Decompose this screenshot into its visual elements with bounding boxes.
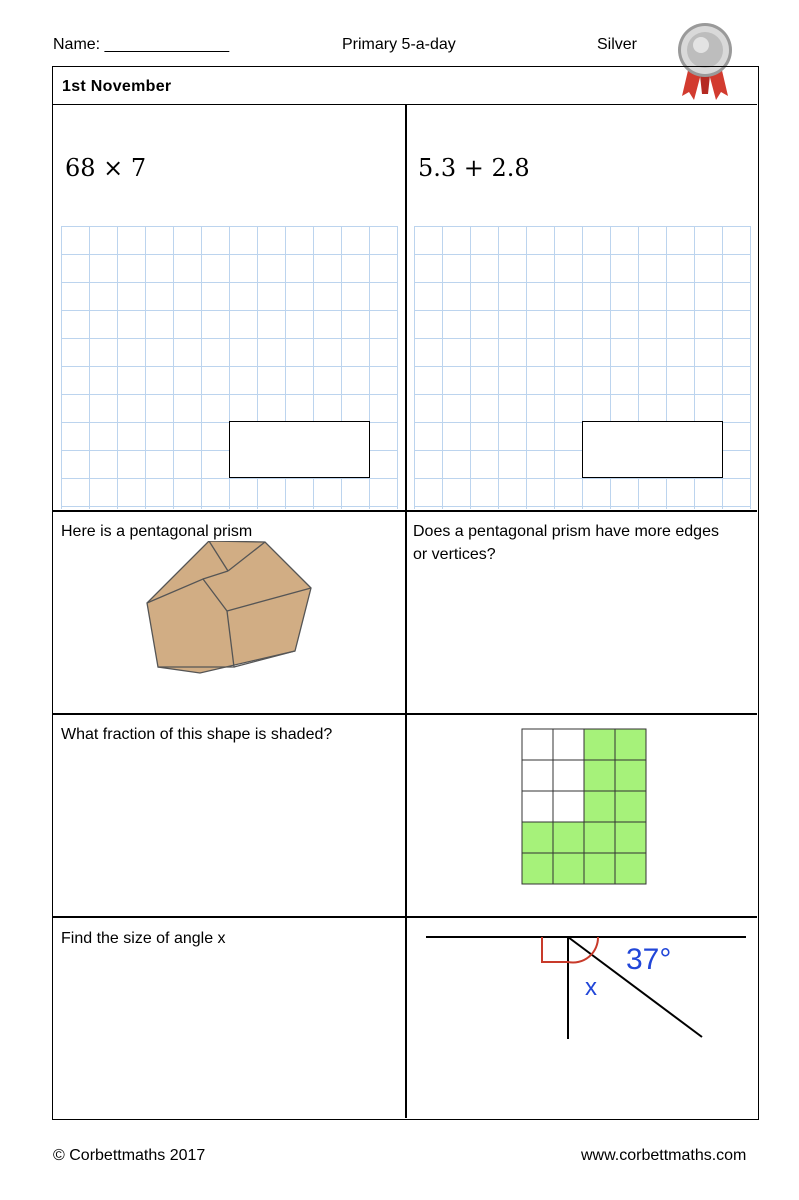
question-6-cell — [53, 918, 405, 1119]
date-bar — [53, 67, 757, 105]
question-4-text: Does a pentagonal prism have more edges or vertices? — [413, 523, 719, 563]
shaded-square — [615, 853, 646, 884]
right-angle-marker — [542, 937, 568, 962]
shaded-square — [615, 729, 646, 760]
question-4-cell — [406, 512, 758, 713]
question-1-expression: 68 × 7 — [65, 154, 147, 182]
answer-box[interactable] — [582, 421, 723, 478]
question-6-text: Find the size of angle x — [61, 930, 226, 947]
worksheet-table — [52, 66, 759, 1120]
question-3-text: Here is a pentagonal prism — [61, 523, 253, 540]
question-5-text: What fraction of this shape is shaded? — [61, 726, 333, 743]
worksheet-title: Primary 5-a-day — [342, 36, 456, 53]
shaded-square — [553, 822, 584, 853]
unshaded-square — [553, 760, 584, 791]
shaded-square — [615, 822, 646, 853]
question-1-cell — [53, 106, 405, 510]
unknown-angle-label: x — [585, 974, 597, 1001]
answer-box[interactable] — [229, 421, 370, 478]
unshaded-square — [522, 729, 553, 760]
shaded-square — [615, 760, 646, 791]
angle-diagram — [406, 918, 758, 1119]
unshaded-square — [553, 791, 584, 822]
shaded-square — [522, 853, 553, 884]
unshaded-square — [522, 791, 553, 822]
shaded-square — [553, 853, 584, 884]
unshaded-square — [522, 760, 553, 791]
website-link[interactable]: www.corbettmaths.com — [581, 1147, 747, 1164]
shaded-square — [584, 822, 615, 853]
question-5-shape-cell — [406, 715, 758, 916]
question-2-cell — [406, 106, 758, 510]
level-label: Silver — [597, 36, 638, 53]
shaded-square — [584, 791, 615, 822]
fraction-shape — [521, 728, 647, 886]
shaded-square — [584, 853, 615, 884]
shaded-square — [615, 791, 646, 822]
question-2-expression: 5.3 + 2.8 — [418, 154, 530, 182]
shaded-square — [522, 822, 553, 853]
pentagonal-prism-diagram — [143, 541, 323, 681]
given-angle-label: 37° — [626, 943, 672, 976]
shaded-square — [584, 760, 615, 791]
copyright-text: © Corbettmaths 2017 — [53, 1147, 206, 1164]
name-field-label: Name: ______________ — [53, 36, 230, 53]
worksheet-date: 1st November — [62, 78, 172, 95]
question-5-cell — [53, 715, 405, 916]
shaded-square — [584, 729, 615, 760]
unshaded-square — [553, 729, 584, 760]
